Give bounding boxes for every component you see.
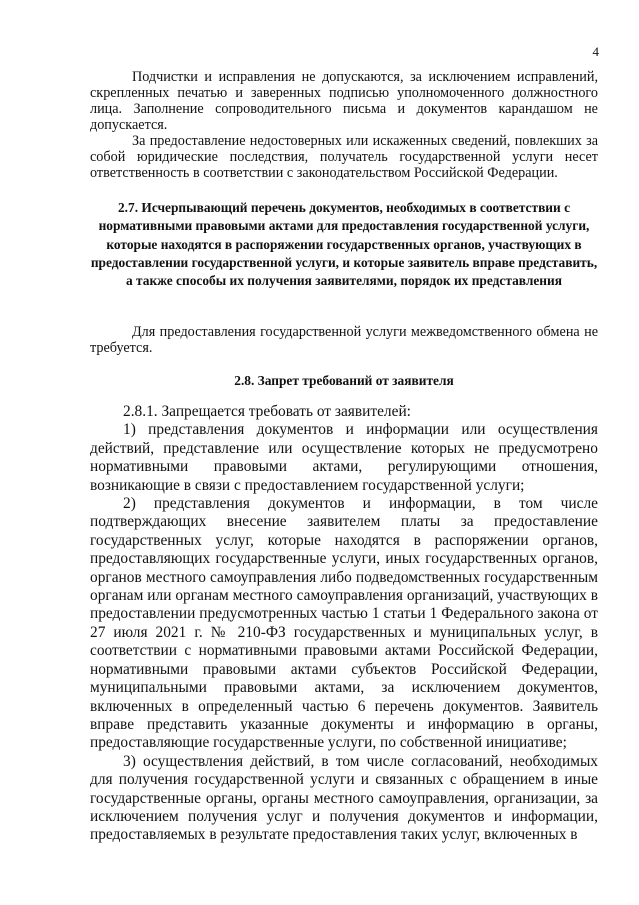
section-2-7-text bbox=[90, 324, 598, 356]
list-item: 3) осуществления действий, в том числе согласований, необходимых для получения государственной услуги и связанных с обращением в иные государственные органы, органы местного самоуправления, организации, за исключением получения услуг и получения документов и информации, предоставляемых в результате предоставления таких услуг, включенных в bbox=[90, 752, 598, 844]
list-item: 2) представления документов и информации, в том числе подтверждающих внесение заявителем платы за предоставление государственных услуг, которые находятся в распоряжении органов, предоставляющих государственные услуги, иных государственных органов, органов местного самоуправления либо подведомственных государственным органам или органам местного самоуправления организаций, участвующих в предоставлении предусмотренных частью 1 статьи 1 Федерального закона от 27 июля 2021 г. № 210-ФЗ государственных и муниципальных услуг, в соответствии с нормативными правовыми актами Российской Федерации, нормативными правовыми актами субъектов Российской Федерации, муниципальными правовыми актами, за исключением документов, включенных в определенный частью 6 перечень документов. Заявитель вправе представить указанные документы и информацию в органы, предоставляющие государственные услуги, по собственной инициативе; bbox=[90, 495, 598, 752]
paragraph: Подчистки и исправления не допускаются, за исключением исправлений, скрепленных печатью и заверенных подписью уполномоченного должностного лица. Заполнение сопроводительного письма и документов карандашом не допускается. bbox=[90, 69, 598, 133]
section-2-7-heading: 2.7. Исчерпывающий перечень документов, необходимых в соответствии с нормативными правовыми актами для предоставления государственной услуги, которые находятся в распоряжении государственных органов, участвующих в предоставлении государственной услуги, и которые заявитель вправе представить, а также способы их получения заявителями, порядок их представления bbox=[90, 200, 598, 289]
section-2-8-heading: 2.8. Запрет требований от заявителя bbox=[234, 373, 454, 388]
list-item: 2.8.1. Запрещается требовать от заявителей: bbox=[123, 403, 411, 420]
paragraph: За предоставление недостоверных или искаженных сведений, повлекших за собой юридические последствия, получатель государственной услуги несет ответственность в соответствии с законодательством Российской Федерации. bbox=[90, 133, 598, 181]
list-item: 1) представления документов и информации или осуществления действий, представление или осуществление которых не предусмотрено нормативными правовыми актами, регулирующими отношения, возникающие в связи с предоставлением государственной услуги; bbox=[90, 421, 598, 494]
section-2-8-body bbox=[90, 403, 598, 845]
intro-text bbox=[90, 69, 598, 181]
paragraph: Для предоставления государственной услуги межведомственного обмена не требуется. bbox=[90, 324, 598, 356]
page-number: 4 bbox=[592, 44, 599, 59]
